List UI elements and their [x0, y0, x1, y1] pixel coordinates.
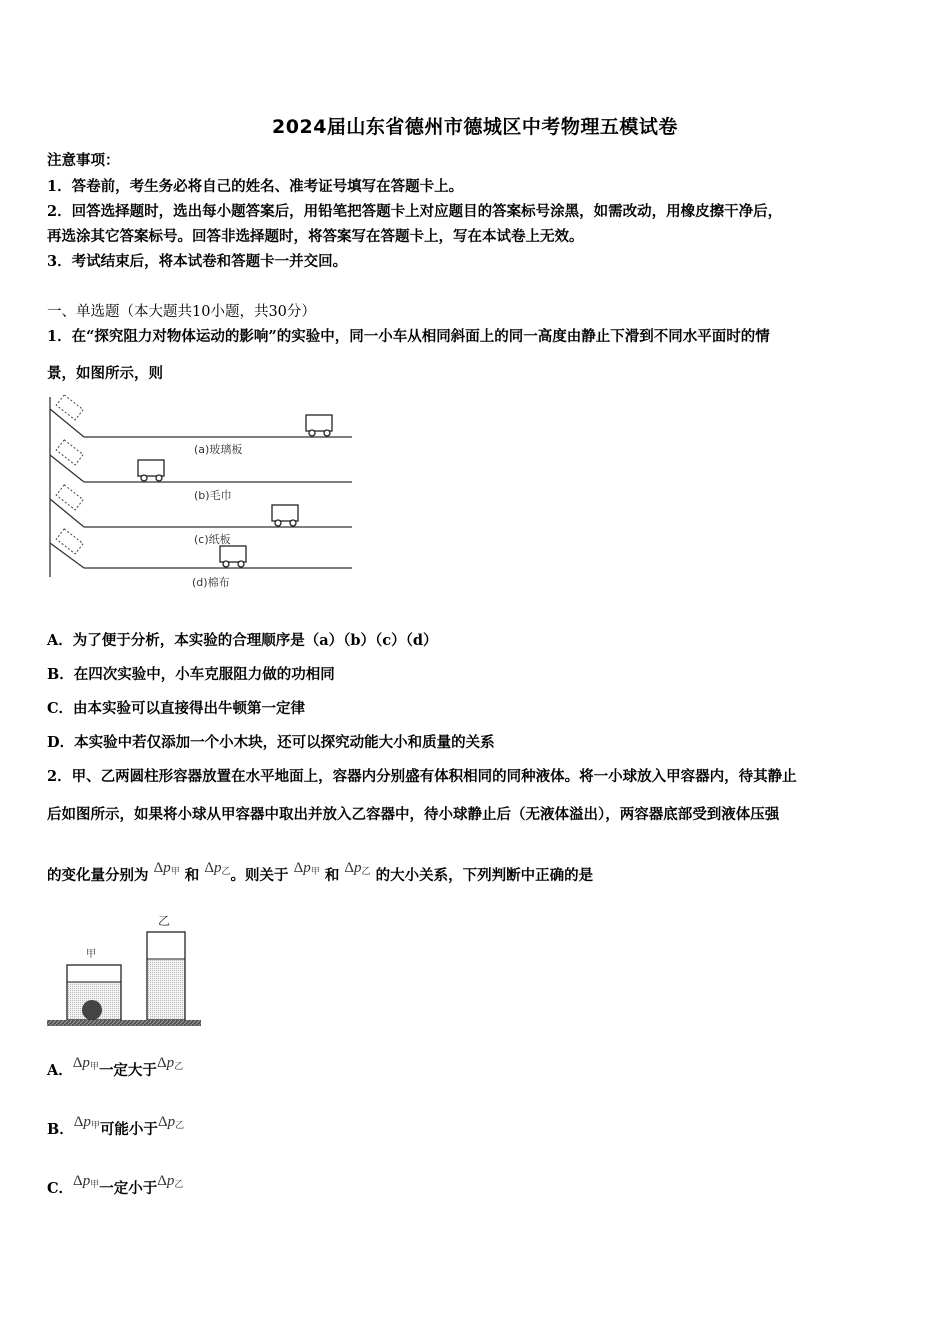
ramp — [50, 455, 84, 482]
q2-stem-line3 — [47, 860, 594, 887]
figure-label: (d)棉布 — [192, 576, 230, 589]
q2-stem-text: 。则关于 — [230, 867, 289, 884]
q1-figure — [44, 395, 356, 590]
q1-stem: 1．在“探究阻力对物体运动的影响”的实验中，同一小车从相同斜面上的同一高度由静止下滑到不同水平面时的情 — [47, 328, 770, 345]
delta-p-yi: $\Delta p_乙$ — [157, 1173, 184, 1189]
q1-option-c: C．由本实验可以直接得出牛顿第一定律 — [47, 700, 306, 717]
delta-p-jia: $\Delta p_甲$ — [73, 1114, 100, 1130]
ramp-cart — [56, 485, 83, 510]
notice-heading: 注意事项： — [47, 152, 120, 169]
cart-wheel — [223, 561, 229, 567]
q2-stem-text: 的大小关系，下列判断中正确的是 — [375, 867, 594, 884]
figure-label: (b)毛巾 — [194, 489, 232, 502]
delta-p-yi: $\Delta p_乙$ — [157, 1114, 185, 1130]
cart — [138, 460, 164, 476]
cart — [306, 415, 332, 431]
q1-option-b: B．在四次实验中，小车克服阻力做的功相同 — [47, 666, 335, 683]
cart-wheel — [309, 430, 315, 436]
cart-wheel — [156, 475, 162, 481]
q1-stem: 景，如图所示，则 — [47, 365, 163, 382]
delta-p-yi: $\Delta p_乙$ — [344, 860, 371, 876]
q2-stem-text: 和 — [184, 867, 200, 884]
cart-wheel — [324, 430, 330, 436]
cart-wheel — [238, 561, 244, 567]
notice-item: 3．考试结束后，将本试卷和答题卡一并交回。 — [47, 253, 348, 270]
cart — [220, 546, 246, 562]
delta-p-yi: $\Delta p_乙$ — [156, 1055, 184, 1071]
page-title: 2024届山东省德州市德城区中考物理五模试卷 — [272, 116, 678, 138]
q2-stem-text: 的变化量分别为 — [47, 867, 149, 884]
figure-label: (c)纸板 — [194, 533, 231, 546]
ramp — [50, 499, 84, 527]
q2-figure — [44, 912, 204, 1030]
q2-option-c: C．$\Delta p_甲$一定小于$\Delta p_乙$ — [47, 1173, 184, 1197]
ramp — [50, 543, 84, 568]
ground — [47, 1020, 201, 1026]
notice-item: 2．回答选择题时，选出每小题答案后，用铅笔把答题卡上对应题目的答案标号涂黑，如需改动，用橡皮擦干净后， — [47, 203, 783, 220]
delta-p-jia: $\Delta p_甲$ — [73, 1173, 100, 1189]
cart — [272, 505, 298, 521]
q2-stem: 2．甲、乙两圆柱形容器放置在水平地面上，容器内分别盛有体积相同的同种液体。将一小球放入甲容器内，待其静止 — [47, 768, 797, 785]
cart-wheel — [290, 520, 296, 526]
q2-option-a: A．$\Delta p_甲$一定大于$\Delta p_乙$ — [47, 1055, 184, 1079]
cart-wheel — [141, 475, 147, 481]
q2-stem-text: 和 — [324, 867, 340, 884]
q2-stem: 后如图所示，如果将小球从甲容器中取出并放入乙容器中，待小球静止后（无液体溢出），两容器底部受到液体压强 — [47, 806, 780, 823]
delta-p-jia: $\Delta p_甲$ — [72, 1055, 99, 1071]
delta-p-jia: $\Delta p_甲$ — [153, 860, 180, 876]
label-yi: 乙 — [158, 914, 171, 928]
q1-option-a: A．为了便于分析，本实验的合理顺序是（a）（b）（c）（d） — [47, 632, 438, 649]
cart-wheel — [275, 520, 281, 526]
ramp — [50, 409, 84, 437]
notice-item: 再选涂其它答案标号。回答非选择题时，将答案写在答题卡上，写在本试卷上无效。 — [47, 228, 584, 245]
notice-item: 1．答卷前，考生务必将自己的姓名、准考证号填写在答题卡上。 — [47, 178, 464, 195]
figure-label: (a)玻璃板 — [194, 443, 243, 456]
ball — [82, 1000, 102, 1020]
delta-p-jia: $\Delta p_甲$ — [293, 860, 320, 876]
liquid-yi — [147, 959, 185, 1020]
q1-option-d: D．本实验中若仅添加一个小木块，还可以探究动能大小和质量的关系 — [47, 734, 495, 751]
label-jia: 甲 — [86, 949, 96, 960]
q2-option-b: B．$\Delta p_甲$可能小于$\Delta p_乙$ — [47, 1114, 185, 1138]
delta-p-yi: $\Delta p_乙$ — [204, 860, 231, 876]
ramp-cart — [56, 440, 83, 465]
ramp-cart — [56, 395, 83, 420]
section-heading: 一、单选题（本大题共10小题，共30分） — [47, 304, 316, 320]
